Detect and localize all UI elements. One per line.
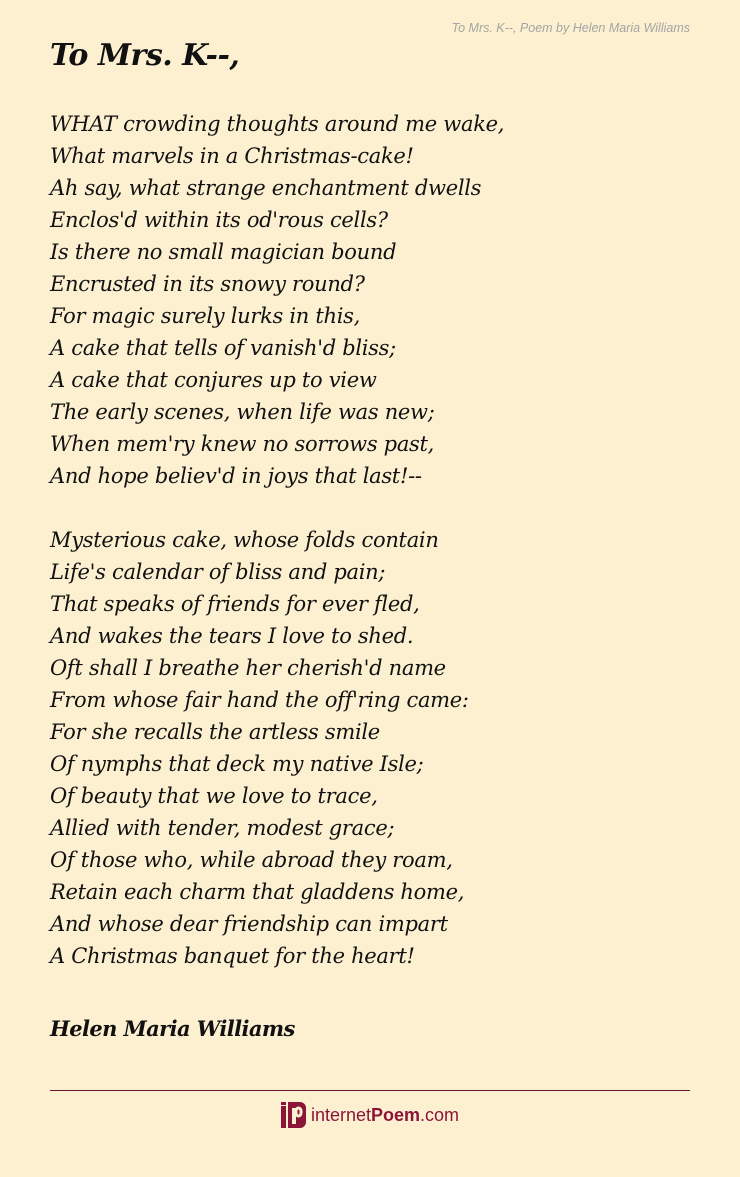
poem-line: For magic surely lurks in this, bbox=[50, 304, 361, 328]
poem-line: Oft shall I breathe her cherish'd name bbox=[50, 656, 446, 680]
footer-divider bbox=[50, 1090, 690, 1091]
poem-author: Helen Maria Williams bbox=[50, 1016, 295, 1041]
poem-line: Of nymphs that deck my native Isle; bbox=[50, 752, 424, 776]
poem-title: To Mrs. K--, bbox=[50, 38, 240, 73]
stanza-2 bbox=[50, 524, 690, 972]
poem-line: Life's calendar of bliss and pain; bbox=[50, 560, 386, 584]
poem-line: And whose dear friendship can impart bbox=[50, 912, 448, 936]
poem-line: WHAT crowding thoughts around me wake, bbox=[50, 112, 505, 136]
poem-body bbox=[50, 108, 690, 1004]
site-brand-link[interactable] bbox=[0, 1102, 740, 1128]
poem-line: The early scenes, when life was new; bbox=[50, 400, 435, 424]
header-caption: To Mrs. K--, Poem by Helen Maria Williams bbox=[451, 21, 690, 35]
poem-line: From whose fair hand the off'ring came: bbox=[50, 688, 469, 712]
poem-line: A Christmas banquet for the heart! bbox=[50, 944, 415, 968]
poem-line: What marvels in a Christmas-cake! bbox=[50, 144, 414, 168]
poem-line: And wakes the tears I love to shed. bbox=[50, 624, 414, 648]
poem-line: That speaks of friends for ever fled, bbox=[50, 592, 420, 616]
brand-text bbox=[311, 1105, 459, 1126]
poem-line: Allied with tender, modest grace; bbox=[50, 816, 395, 840]
brand-suffix: .com bbox=[420, 1104, 460, 1125]
stanza-1 bbox=[50, 108, 690, 492]
poem-line: Is there no small magician bound bbox=[50, 240, 397, 264]
poem-line: A cake that tells of vanish'd bliss; bbox=[50, 336, 396, 360]
poem-line: Mysterious cake, whose folds contain bbox=[50, 528, 439, 552]
poem-line: When mem'ry knew no sorrows past, bbox=[50, 432, 435, 456]
poem-line: Retain each charm that gladdens home, bbox=[50, 880, 465, 904]
brand-strong: Poem bbox=[371, 1104, 421, 1125]
ip-logo-icon bbox=[281, 1102, 306, 1128]
poem-line: Enclos'd within its od'rous cells? bbox=[50, 208, 388, 232]
poem-line: Ah say, what strange enchantment dwells bbox=[50, 176, 482, 200]
brand-prefix: internet bbox=[310, 1104, 371, 1125]
poem-line: Of beauty that we love to trace, bbox=[50, 784, 378, 808]
poem-line: For she recalls the artless smile bbox=[50, 720, 380, 744]
poem-line: Of those who, while abroad they roam, bbox=[50, 848, 453, 872]
poem-line: Encrusted in its snowy round? bbox=[50, 272, 365, 296]
poem-line: A cake that conjures up to view bbox=[50, 368, 377, 392]
poem-line: And hope believ'd in joys that last!-- bbox=[50, 464, 422, 488]
